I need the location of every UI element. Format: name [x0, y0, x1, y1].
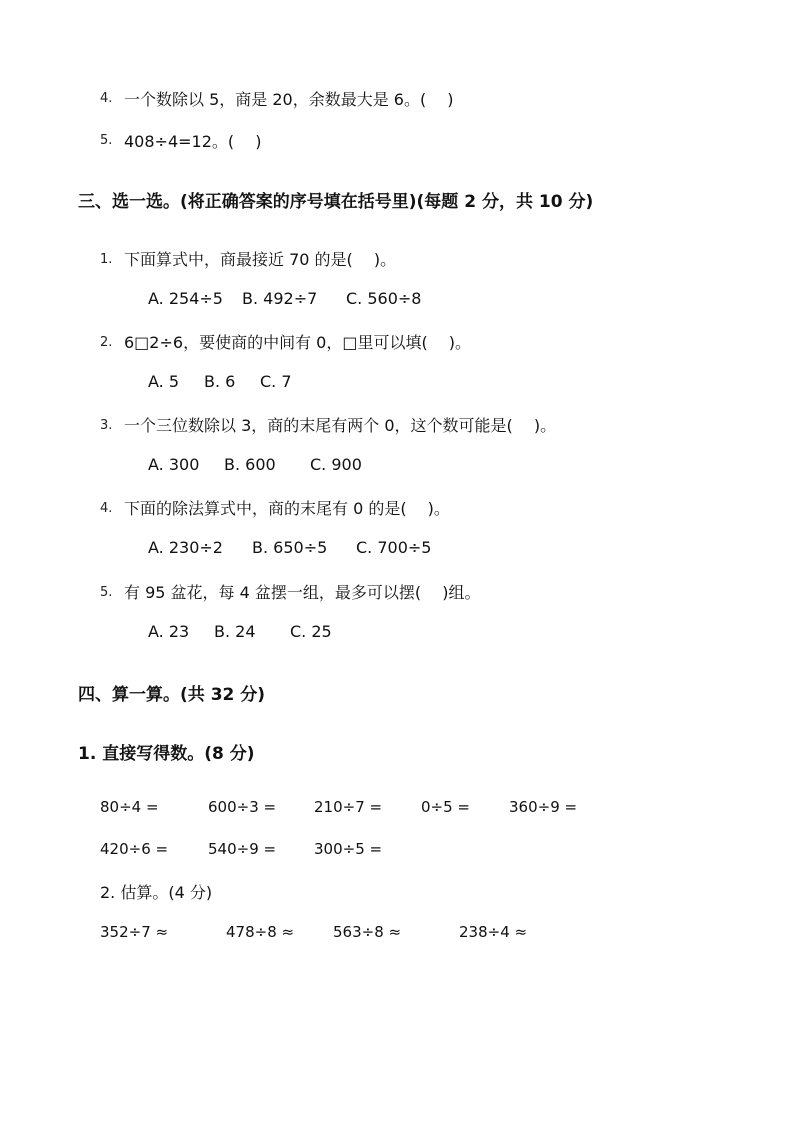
- question-number: 1.: [100, 252, 113, 267]
- question-number: 2.: [100, 335, 113, 350]
- option-a: A. 23: [148, 622, 190, 641]
- calc-problem: 360÷9 =: [509, 798, 578, 816]
- option-c: C. 560÷8: [346, 289, 422, 308]
- question-text: 6□2÷6，要使商的中间有 0，□里可以填( )。: [124, 333, 472, 352]
- option-b: B. 24: [214, 622, 256, 641]
- section-heading: 三、选一选。(将正确答案的序号填在括号里)(每题 2 分，共 10 分): [78, 192, 594, 212]
- option-a: A. 300: [148, 455, 200, 474]
- calc-problem: 210÷7 =: [314, 798, 383, 816]
- question-number: 5.: [100, 585, 113, 600]
- option-b: B. 650÷5: [252, 538, 328, 557]
- calc-problem: 0÷5 =: [421, 798, 470, 816]
- item-number: 4.: [100, 91, 113, 106]
- option-b: B. 600: [224, 455, 276, 474]
- subsection-heading: 2. 估算。(4 分): [100, 883, 213, 902]
- option-c: C. 7: [260, 372, 292, 391]
- item-number: 5.: [100, 133, 113, 148]
- estimate-problem: 352÷7 ≈: [100, 923, 169, 941]
- subsection-heading: 1. 直接写得数。(8 分): [78, 744, 255, 764]
- section-heading: 四、算一算。(共 32 分): [78, 685, 266, 705]
- calc-problem: 300÷5 =: [314, 840, 383, 858]
- estimate-problem: 478÷8 ≈: [226, 923, 295, 941]
- calc-problem: 80÷4 =: [100, 798, 159, 816]
- question-number: 3.: [100, 418, 113, 433]
- question-number: 4.: [100, 501, 113, 516]
- question-text: 有 95 盆花，每 4 盆摆一组，最多可以摆( )组。: [124, 583, 481, 602]
- question-text: 下面算式中，商最接近 70 的是( )。: [124, 250, 397, 269]
- estimate-problem: 563÷8 ≈: [333, 923, 402, 941]
- true-false-statement: 一个数除以 5，商是 20，余数最大是 6。( ): [124, 90, 454, 109]
- option-a: A. 5: [148, 372, 180, 391]
- option-c: C. 700÷5: [356, 538, 432, 557]
- calc-problem: 540÷9 =: [208, 840, 277, 858]
- option-b: B. 6: [204, 372, 236, 391]
- option-a: A. 230÷2: [148, 538, 223, 557]
- question-text: 下面的除法算式中，商的末尾有 0 的是( )。: [124, 499, 450, 518]
- option-b: B. 492÷7: [242, 289, 318, 308]
- estimate-problem: 238÷4 ≈: [459, 923, 528, 941]
- calc-problem: 420÷6 =: [100, 840, 169, 858]
- option-c: C. 900: [310, 455, 362, 474]
- true-false-statement: 408÷4=12。( ): [124, 132, 262, 151]
- question-text: 一个三位数除以 3，商的末尾有两个 0，这个数可能是( )。: [124, 416, 557, 435]
- calc-problem: 600÷3 =: [208, 798, 277, 816]
- option-a: A. 254÷5: [148, 289, 223, 308]
- option-c: C. 25: [290, 622, 332, 641]
